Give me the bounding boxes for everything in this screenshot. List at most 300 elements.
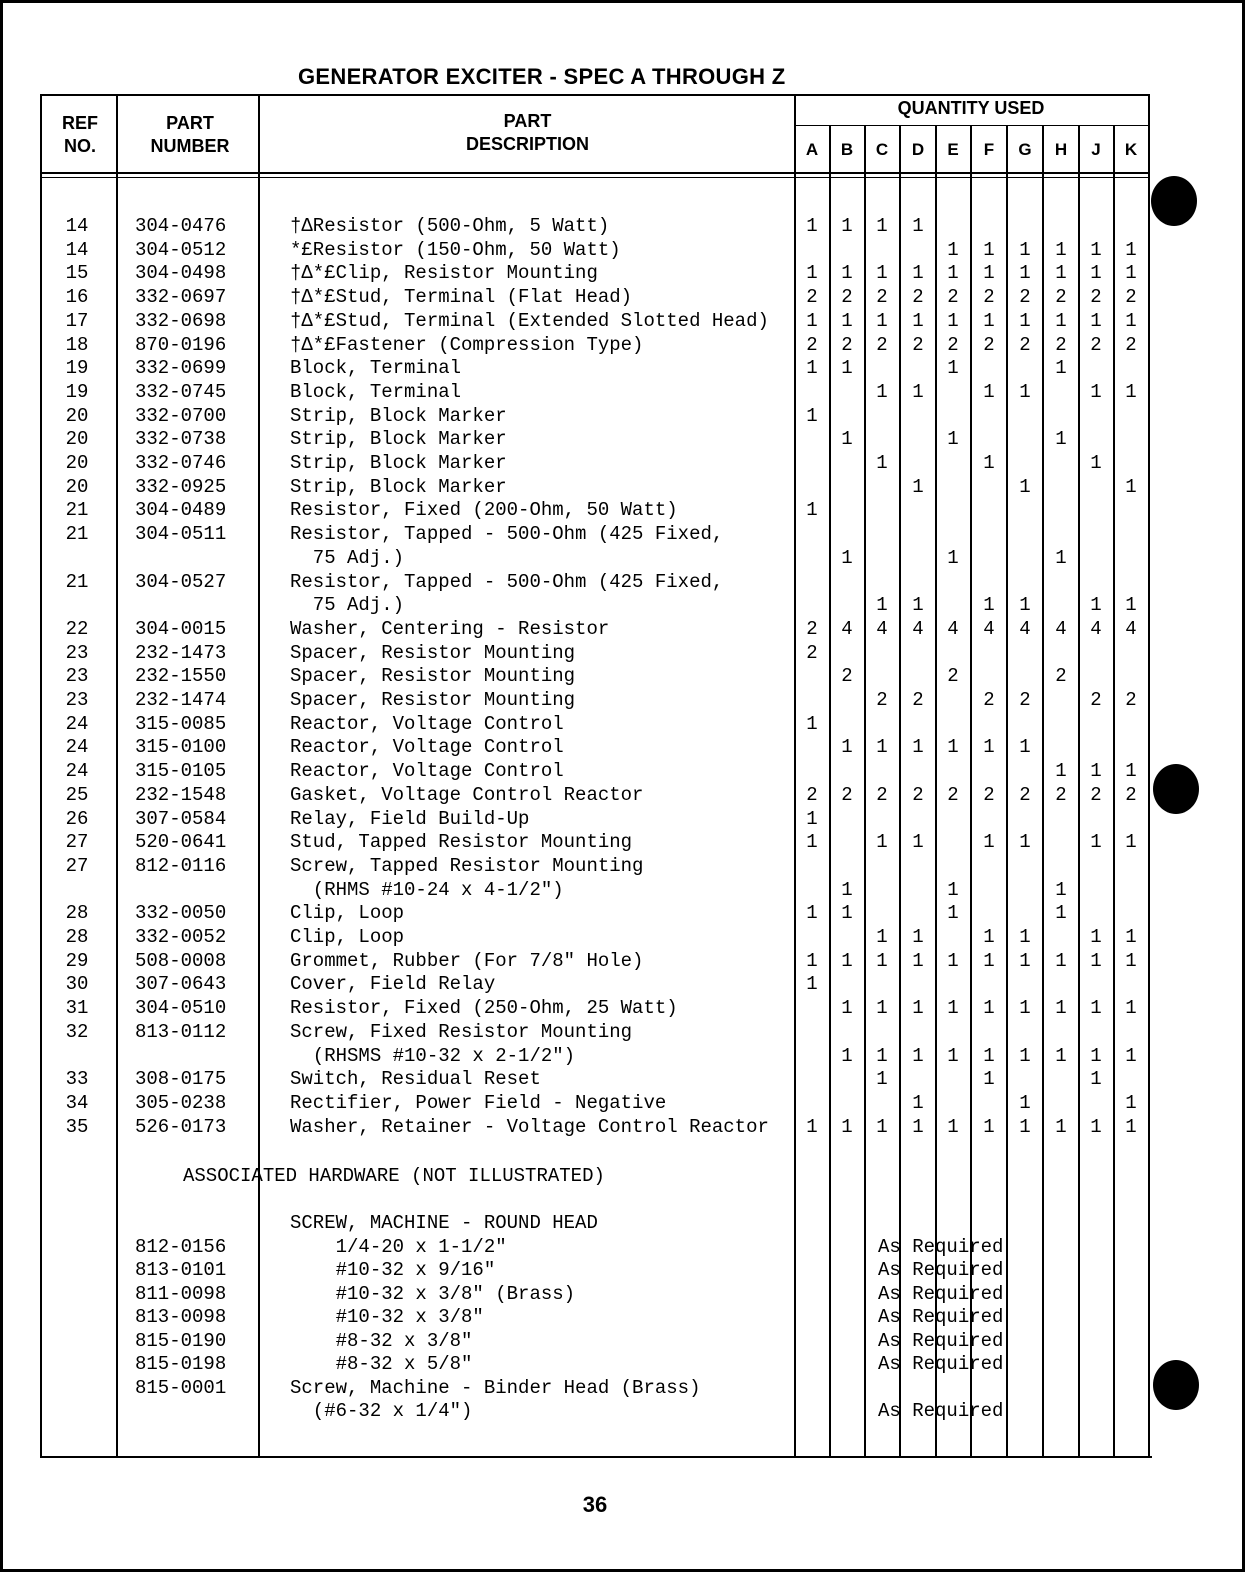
qty-c: 1	[876, 594, 888, 617]
qty-e: 1	[947, 997, 959, 1020]
qty-b: 1	[841, 215, 853, 237]
qty-e: 2	[947, 286, 959, 309]
qty-j: 2	[1090, 286, 1102, 309]
qty-c: 1	[876, 1115, 888, 1138]
qty-f: 2	[983, 333, 995, 356]
qty-h: 1	[1055, 546, 1067, 569]
part-description: SCREW, MACHINE - ROUND HEAD	[290, 1212, 598, 1234]
qty-e: 2	[947, 665, 959, 688]
qty-f: 1	[983, 309, 995, 332]
ref-no: 31	[65, 997, 89, 1020]
qty-k: 1	[1125, 238, 1137, 261]
qty-as-required: As Required	[878, 1329, 1004, 1352]
part-number: 815-0001	[135, 1376, 227, 1399]
part-description: †ΔResistor (500-Ohm, 5 Watt)	[290, 215, 610, 237]
part-description: Resistor, Fixed (250-Ohm, 25 Watt)	[290, 997, 678, 1020]
part-description: Gasket, Voltage Control Reactor	[290, 783, 644, 806]
part-number: 508-0008	[135, 949, 227, 972]
qty-h: 2	[1055, 286, 1067, 309]
part-number: 304-0489	[135, 499, 227, 522]
part-number: 332-0745	[135, 380, 227, 403]
ref-no: 25	[65, 783, 89, 806]
header-spec-e: E	[947, 140, 959, 159]
ref-no: 35	[65, 1115, 89, 1138]
ref-no: 26	[65, 807, 89, 830]
part-description: Clip, Loop	[290, 902, 405, 925]
qty-f: 1	[983, 262, 995, 285]
part-number: 232-1548	[135, 783, 227, 806]
ref-no: 14	[65, 215, 89, 237]
qty-f: 2	[983, 286, 995, 309]
qty-j: 1	[1090, 238, 1102, 261]
qty-h: 1	[1055, 238, 1067, 261]
qty-b: 1	[841, 949, 853, 972]
qty-a: 1	[806, 357, 818, 380]
qty-d: 1	[912, 997, 924, 1020]
qty-j: 1	[1090, 831, 1102, 854]
qty-e: 1	[947, 262, 959, 285]
qty-a: 2	[806, 286, 818, 309]
qty-j: 1	[1090, 997, 1102, 1020]
qty-c: 2	[876, 333, 888, 356]
page-title: GENERATOR EXCITER - SPEC A THROUGH Z	[298, 64, 786, 89]
qty-c: 1	[876, 309, 888, 332]
part-number: 304-0498	[135, 262, 227, 285]
qty-h: 1	[1055, 878, 1067, 901]
ref-no: 20	[65, 428, 89, 451]
part-description: #10-32 x 3/8" (Brass)	[290, 1282, 576, 1305]
qty-a: 1	[806, 807, 818, 830]
part-description: †Δ*£Clip, Resistor Mounting	[290, 262, 598, 285]
ref-no: 20	[65, 452, 89, 474]
qty-g: 4	[1019, 617, 1031, 640]
header-spec-g: G	[1018, 140, 1032, 159]
qty-h: 1	[1055, 428, 1067, 451]
qty-b: 1	[841, 878, 853, 901]
ref-no: 22	[65, 617, 89, 640]
qty-j: 1	[1090, 949, 1102, 972]
part-description: Washer, Centering - Resistor	[290, 617, 610, 640]
ref-no: 17	[65, 309, 89, 332]
ref-no: 23	[65, 665, 89, 688]
part-number: 813-0098	[135, 1306, 227, 1328]
qty-c: 1	[876, 1044, 888, 1067]
part-number: 332-0700	[135, 404, 227, 427]
qty-g: 1	[1019, 1044, 1031, 1067]
ref-no: 21	[65, 570, 89, 593]
qty-d: 1	[912, 1115, 924, 1138]
qty-g: 2	[1019, 286, 1031, 309]
part-description: Switch, Residual Reset	[290, 1068, 541, 1091]
col-rule-ref	[116, 94, 118, 1458]
ref-no: 14	[65, 238, 89, 261]
qty-k: 2	[1125, 286, 1137, 309]
part-description: 1/4-20 x 1-1/2"	[290, 1235, 507, 1258]
ref-no: 24	[65, 760, 89, 783]
header-part-number: PART NUMBER	[150, 113, 230, 156]
qty-d: 1	[912, 1044, 924, 1067]
qty-d: 1	[912, 262, 924, 285]
part-number: 526-0173	[135, 1115, 227, 1138]
part-number: 305-0238	[135, 1091, 227, 1114]
qty-j: 2	[1090, 783, 1102, 806]
qty-b: 2	[841, 665, 853, 688]
qty-c: 1	[876, 262, 888, 285]
qty-j: 1	[1090, 760, 1102, 783]
qty-e: 1	[947, 357, 959, 380]
qty-a: 2	[806, 333, 818, 356]
qty-f: 2	[983, 689, 995, 711]
qty-f: 1	[983, 238, 995, 261]
qty-d: 1	[912, 736, 924, 759]
part-number: 304-0510	[135, 997, 227, 1020]
qty-f: 4	[983, 617, 995, 640]
qty-g: 2	[1019, 333, 1031, 356]
qty-c: 2	[876, 286, 888, 309]
qty-as-required: As Required	[878, 1353, 1004, 1375]
qty-f: 1	[983, 1068, 995, 1091]
qty-f: 1	[983, 997, 995, 1020]
part-description: (#6-32 x 1/4")	[290, 1400, 473, 1422]
qty-b: 1	[841, 997, 853, 1020]
qty-k: 1	[1125, 1044, 1137, 1067]
qty-k: 1	[1125, 997, 1137, 1020]
qty-j: 1	[1090, 1044, 1102, 1067]
qty-d: 2	[912, 333, 924, 356]
qty-e: 1	[947, 428, 959, 451]
part-description: Resistor, Fixed (200-Ohm, 50 Watt)	[290, 499, 678, 522]
ref-no: 23	[65, 689, 89, 711]
qty-as-required: As Required	[878, 1306, 1004, 1328]
qty-k: 1	[1125, 1091, 1137, 1114]
ref-no: 27	[65, 831, 89, 854]
qty-j: 2	[1090, 689, 1102, 711]
ref-no: 15	[65, 262, 89, 285]
qty-k: 4	[1125, 617, 1137, 640]
qty-g: 1	[1019, 926, 1031, 948]
qty-b: 1	[841, 309, 853, 332]
ref-no: 21	[65, 523, 89, 546]
part-number: 304-0511	[135, 523, 227, 546]
qty-a: 1	[806, 1115, 818, 1138]
qty-as-required: As Required	[878, 1259, 1004, 1281]
qty-g: 1	[1019, 238, 1031, 261]
qty-a: 1	[806, 262, 818, 285]
qty-d: 1	[912, 1091, 924, 1114]
qty-g: 1	[1019, 997, 1031, 1020]
qty-e: 1	[947, 238, 959, 261]
qty-d: 1	[912, 594, 924, 617]
qty-g: 1	[1019, 1091, 1031, 1114]
qty-k: 1	[1125, 594, 1137, 617]
qty-h: 2	[1055, 665, 1067, 688]
qty-c: 1	[876, 736, 888, 759]
qty-c: 1	[876, 926, 888, 948]
part-number: 232-1474	[135, 689, 227, 711]
qty-e: 1	[947, 949, 959, 972]
qty-b: 1	[841, 546, 853, 569]
qty-a: 1	[806, 949, 818, 972]
part-description: Strip, Block Marker	[290, 475, 507, 498]
qty-j: 1	[1090, 594, 1102, 617]
header-spec-j: J	[1091, 140, 1101, 159]
part-description: Screw, Fixed Resistor Mounting	[290, 1020, 633, 1043]
part-description: Reactor, Voltage Control	[290, 736, 564, 759]
part-number: 315-0105	[135, 760, 227, 783]
part-description: 75 Adj.)	[290, 546, 405, 569]
qty-b: 1	[841, 902, 853, 925]
qty-b: 1	[841, 1044, 853, 1067]
part-number: 232-1550	[135, 665, 227, 688]
part-description: Cover, Field Relay	[290, 973, 496, 996]
qty-as-required: As Required	[878, 1282, 1004, 1305]
qty-c: 1	[876, 380, 888, 403]
qty-a: 1	[806, 215, 818, 237]
qty-f: 1	[983, 1115, 995, 1138]
binder-hole-middle	[1153, 764, 1199, 814]
qty-k: 1	[1125, 926, 1137, 948]
part-number: 332-0052	[135, 926, 227, 948]
qty-g: 1	[1019, 262, 1031, 285]
qty-g: 1	[1019, 831, 1031, 854]
qty-j: 1	[1090, 380, 1102, 403]
part-description: #8-32 x 5/8"	[290, 1353, 473, 1375]
part-number: 520-0641	[135, 831, 227, 854]
qty-c: 1	[876, 452, 888, 474]
qty-g: 1	[1019, 380, 1031, 403]
qty-a: 1	[806, 404, 818, 427]
qty-k: 1	[1125, 475, 1137, 498]
qty-d: 1	[912, 215, 924, 237]
part-number: 332-0050	[135, 902, 227, 925]
qty-b: 1	[841, 262, 853, 285]
part-number: 308-0175	[135, 1068, 227, 1091]
qty-k: 1	[1125, 262, 1137, 285]
part-description: Block, Terminal	[290, 380, 462, 403]
qty-k: 2	[1125, 689, 1137, 711]
qty-k: 2	[1125, 783, 1137, 806]
binder-hole-top	[1151, 176, 1197, 226]
qty-j: 1	[1090, 1068, 1102, 1091]
qty-h: 2	[1055, 333, 1067, 356]
part-number: 307-0643	[135, 973, 227, 996]
qty-h: 1	[1055, 357, 1067, 380]
ref-no: 32	[65, 1020, 89, 1043]
qty-f: 1	[983, 926, 995, 948]
qty-b: 1	[841, 357, 853, 380]
part-number: 332-0738	[135, 428, 227, 451]
part-number: 332-0746	[135, 452, 227, 474]
header-quantity-used: QUANTITY USED	[897, 98, 1045, 118]
qty-d: 1	[912, 475, 924, 498]
qty-e: 2	[947, 333, 959, 356]
part-description: Resistor, Tapped - 500-Ohm (425 Fixed,	[290, 570, 724, 593]
part-number: 811-0098	[135, 1282, 227, 1305]
header-spec-f: F	[983, 140, 995, 159]
qty-b: 2	[841, 783, 853, 806]
qty-d: 4	[912, 617, 924, 640]
qty-h: 1	[1055, 902, 1067, 925]
part-description: *£Resistor (150-Ohm, 50 Watt)	[290, 238, 621, 261]
qty-a: 1	[806, 831, 818, 854]
part-description: (RHMS #10-24 x 4-1/2")	[290, 878, 564, 901]
qty-k: 1	[1125, 380, 1137, 403]
qty-j: 1	[1090, 452, 1102, 474]
qty-f: 1	[983, 1044, 995, 1067]
qty-j: 4	[1090, 617, 1102, 640]
header-spec-k: K	[1124, 140, 1138, 159]
part-number: 315-0100	[135, 736, 227, 759]
part-number: 812-0156	[135, 1235, 227, 1258]
qty-f: 1	[983, 594, 995, 617]
qty-a: 1	[806, 499, 818, 522]
part-number: 813-0101	[135, 1259, 227, 1281]
part-number: 332-0698	[135, 309, 227, 332]
ref-no: 20	[65, 475, 89, 498]
part-description: Strip, Block Marker	[290, 404, 507, 427]
part-description: †Δ*£Stud, Terminal (Extended Slotted Head)	[290, 309, 769, 332]
ref-no: 28	[65, 902, 89, 925]
qty-h: 1	[1055, 309, 1067, 332]
part-description: 75 Adj.)	[290, 594, 405, 617]
qty-e: 1	[947, 546, 959, 569]
qty-e: 1	[947, 902, 959, 925]
part-number: 232-1473	[135, 641, 227, 664]
qty-b: 1	[841, 1115, 853, 1138]
qty-g: 1	[1019, 949, 1031, 972]
qty-e: 1	[947, 878, 959, 901]
qty-c: 1	[876, 949, 888, 972]
qty-e: 4	[947, 617, 959, 640]
qty-b: 1	[841, 736, 853, 759]
qty-h: 1	[1055, 1115, 1067, 1138]
ref-no: 27	[65, 854, 89, 877]
qty-c: 2	[876, 783, 888, 806]
part-description: Reactor, Voltage Control	[290, 760, 564, 783]
qty-e: 1	[947, 736, 959, 759]
table-top-rule	[40, 94, 1148, 96]
part-description: #10-32 x 3/8"	[290, 1306, 484, 1328]
part-description: Block, Terminal	[290, 357, 462, 380]
qty-a: 1	[806, 902, 818, 925]
part-number: 304-0476	[135, 215, 227, 237]
qty-d: 1	[912, 926, 924, 948]
part-description: Relay, Field Build-Up	[290, 807, 530, 830]
part-description: Rectifier, Power Field - Negative	[290, 1091, 667, 1114]
ref-no: 23	[65, 641, 89, 664]
qty-g: 2	[1019, 783, 1031, 806]
qty-c: 1	[876, 831, 888, 854]
qty-d: 2	[912, 689, 924, 711]
part-number: 815-0190	[135, 1329, 227, 1352]
qty-k: 1	[1125, 949, 1137, 972]
part-description: Spacer, Resistor Mounting	[290, 665, 576, 688]
ref-no: 30	[65, 973, 89, 996]
qty-j: 1	[1090, 262, 1102, 285]
qty-k: 1	[1125, 760, 1137, 783]
qty-h: 1	[1055, 760, 1067, 783]
qty-h: 1	[1055, 949, 1067, 972]
qty-e: 1	[947, 1044, 959, 1067]
col-rule-left	[40, 94, 42, 1458]
ref-no: 34	[65, 1091, 89, 1114]
part-description: Screw, Tapped Resistor Mounting	[290, 854, 644, 877]
header-spec-d: D	[911, 140, 925, 159]
qty-g: 1	[1019, 736, 1031, 759]
part-number: 332-0699	[135, 357, 227, 380]
qty-a: 2	[806, 783, 818, 806]
qty-a: 2	[806, 641, 818, 664]
qty-k: 1	[1125, 831, 1137, 854]
part-number: 304-0527	[135, 570, 227, 593]
part-description: Strip, Block Marker	[290, 428, 507, 451]
qty-d: 2	[912, 286, 924, 309]
ref-no: 21	[65, 499, 89, 522]
qty-b: 2	[841, 286, 853, 309]
qty-j: 1	[1090, 309, 1102, 332]
qty-g: 2	[1019, 689, 1031, 711]
qty-d: 1	[912, 309, 924, 332]
qty-f: 1	[983, 380, 995, 403]
ref-no: 29	[65, 949, 89, 972]
qty-j: 2	[1090, 333, 1102, 356]
part-description: Reactor, Voltage Control	[290, 712, 564, 735]
part-description: Screw, Machine - Binder Head (Brass)	[290, 1376, 701, 1399]
part-description: Spacer, Resistor Mounting	[290, 641, 576, 664]
part-description: Washer, Retainer - Voltage Control Reactor	[290, 1115, 769, 1138]
table-bottom-rule	[40, 1456, 1152, 1458]
qty-as-required: As Required	[878, 1235, 1004, 1258]
part-number: 304-0015	[135, 617, 227, 640]
part-description: Stud, Tapped Resistor Mounting	[290, 831, 633, 854]
associated-hardware-heading: ASSOCIATED HARDWARE (NOT ILLUSTRATED)	[183, 1165, 605, 1187]
qty-b: 2	[841, 333, 853, 356]
part-description: Resistor, Tapped - 500-Ohm (425 Fixed,	[290, 523, 724, 546]
part-number: 813-0112	[135, 1020, 227, 1043]
qty-f: 1	[983, 831, 995, 854]
qty-e: 2	[947, 783, 959, 806]
qty-as-required: As Required	[878, 1400, 1004, 1422]
part-number: 332-0697	[135, 286, 227, 309]
part-number: 332-0925	[135, 475, 227, 498]
qty-k: 2	[1125, 333, 1137, 356]
qty-k: 1	[1125, 1115, 1137, 1138]
qty-h: 4	[1055, 617, 1067, 640]
qty-b: 4	[841, 617, 853, 640]
header-spec-c: C	[875, 140, 889, 159]
qty-e: 1	[947, 1115, 959, 1138]
header-rule	[40, 172, 1148, 174]
qty-d: 1	[912, 380, 924, 403]
qty-a: 2	[806, 617, 818, 640]
qty-d: 2	[912, 783, 924, 806]
part-description: Grommet, Rubber (For 7/8" Hole)	[290, 949, 644, 972]
header-spec-a: A	[805, 140, 819, 159]
qty-c: 1	[876, 1068, 888, 1091]
qty-g: 1	[1019, 309, 1031, 332]
qty-j: 1	[1090, 926, 1102, 948]
part-description: (RHSMS #10-32 x 2-1/2")	[290, 1044, 576, 1067]
qty-f: 2	[983, 783, 995, 806]
qty-c: 4	[876, 617, 888, 640]
part-number: 815-0198	[135, 1353, 227, 1375]
part-description: Clip, Loop	[290, 926, 405, 948]
part-number: 307-0584	[135, 807, 227, 830]
part-number: 304-0512	[135, 238, 227, 261]
qty-d: 1	[912, 949, 924, 972]
qty-g: 1	[1019, 1115, 1031, 1138]
qty-c: 2	[876, 689, 888, 711]
